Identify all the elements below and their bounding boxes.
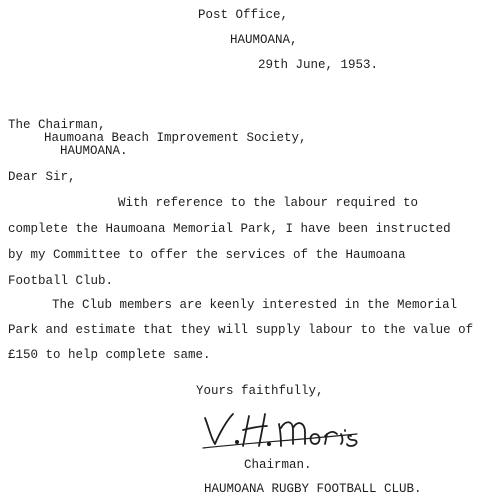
handwritten-signature [197, 404, 367, 454]
salutation: Dear Sir, [8, 170, 76, 184]
letter-date: 29th June, 1953. [258, 58, 379, 72]
closing: Yours faithfully, [196, 384, 324, 398]
body-paragraph-1-line-4: Football Club. [8, 274, 114, 288]
body-paragraph-2-line-3: £150 to help complete same. [8, 348, 211, 362]
letterhead-town: HAUMOANA, [230, 33, 298, 47]
letterhead-office: Post Office, [198, 8, 289, 22]
recipient-line-2: Haumoana Beach Improvement Society, [44, 131, 307, 145]
signer-title: Chairman. [244, 458, 312, 472]
recipient-line-3: HAUMOANA. [60, 144, 128, 158]
recipient-line-1: The Chairman, [8, 118, 106, 132]
body-paragraph-2-line-1: The Club members are keenly interested in the Memorial [52, 298, 458, 312]
body-paragraph-1-line-2: complete the Haumoana Memorial Park, I have been instructed [8, 222, 451, 236]
signer-organisation: HAUMOANA RUGBY FOOTBALL CLUB. [204, 482, 422, 496]
body-paragraph-2-line-2: Park and estimate that they will supply labour to the value of [8, 323, 474, 337]
body-paragraph-1-line-3: by my Committee to offer the services of the Haumoana [8, 248, 406, 262]
body-paragraph-1-line-1: With reference to the labour required to [118, 196, 419, 210]
